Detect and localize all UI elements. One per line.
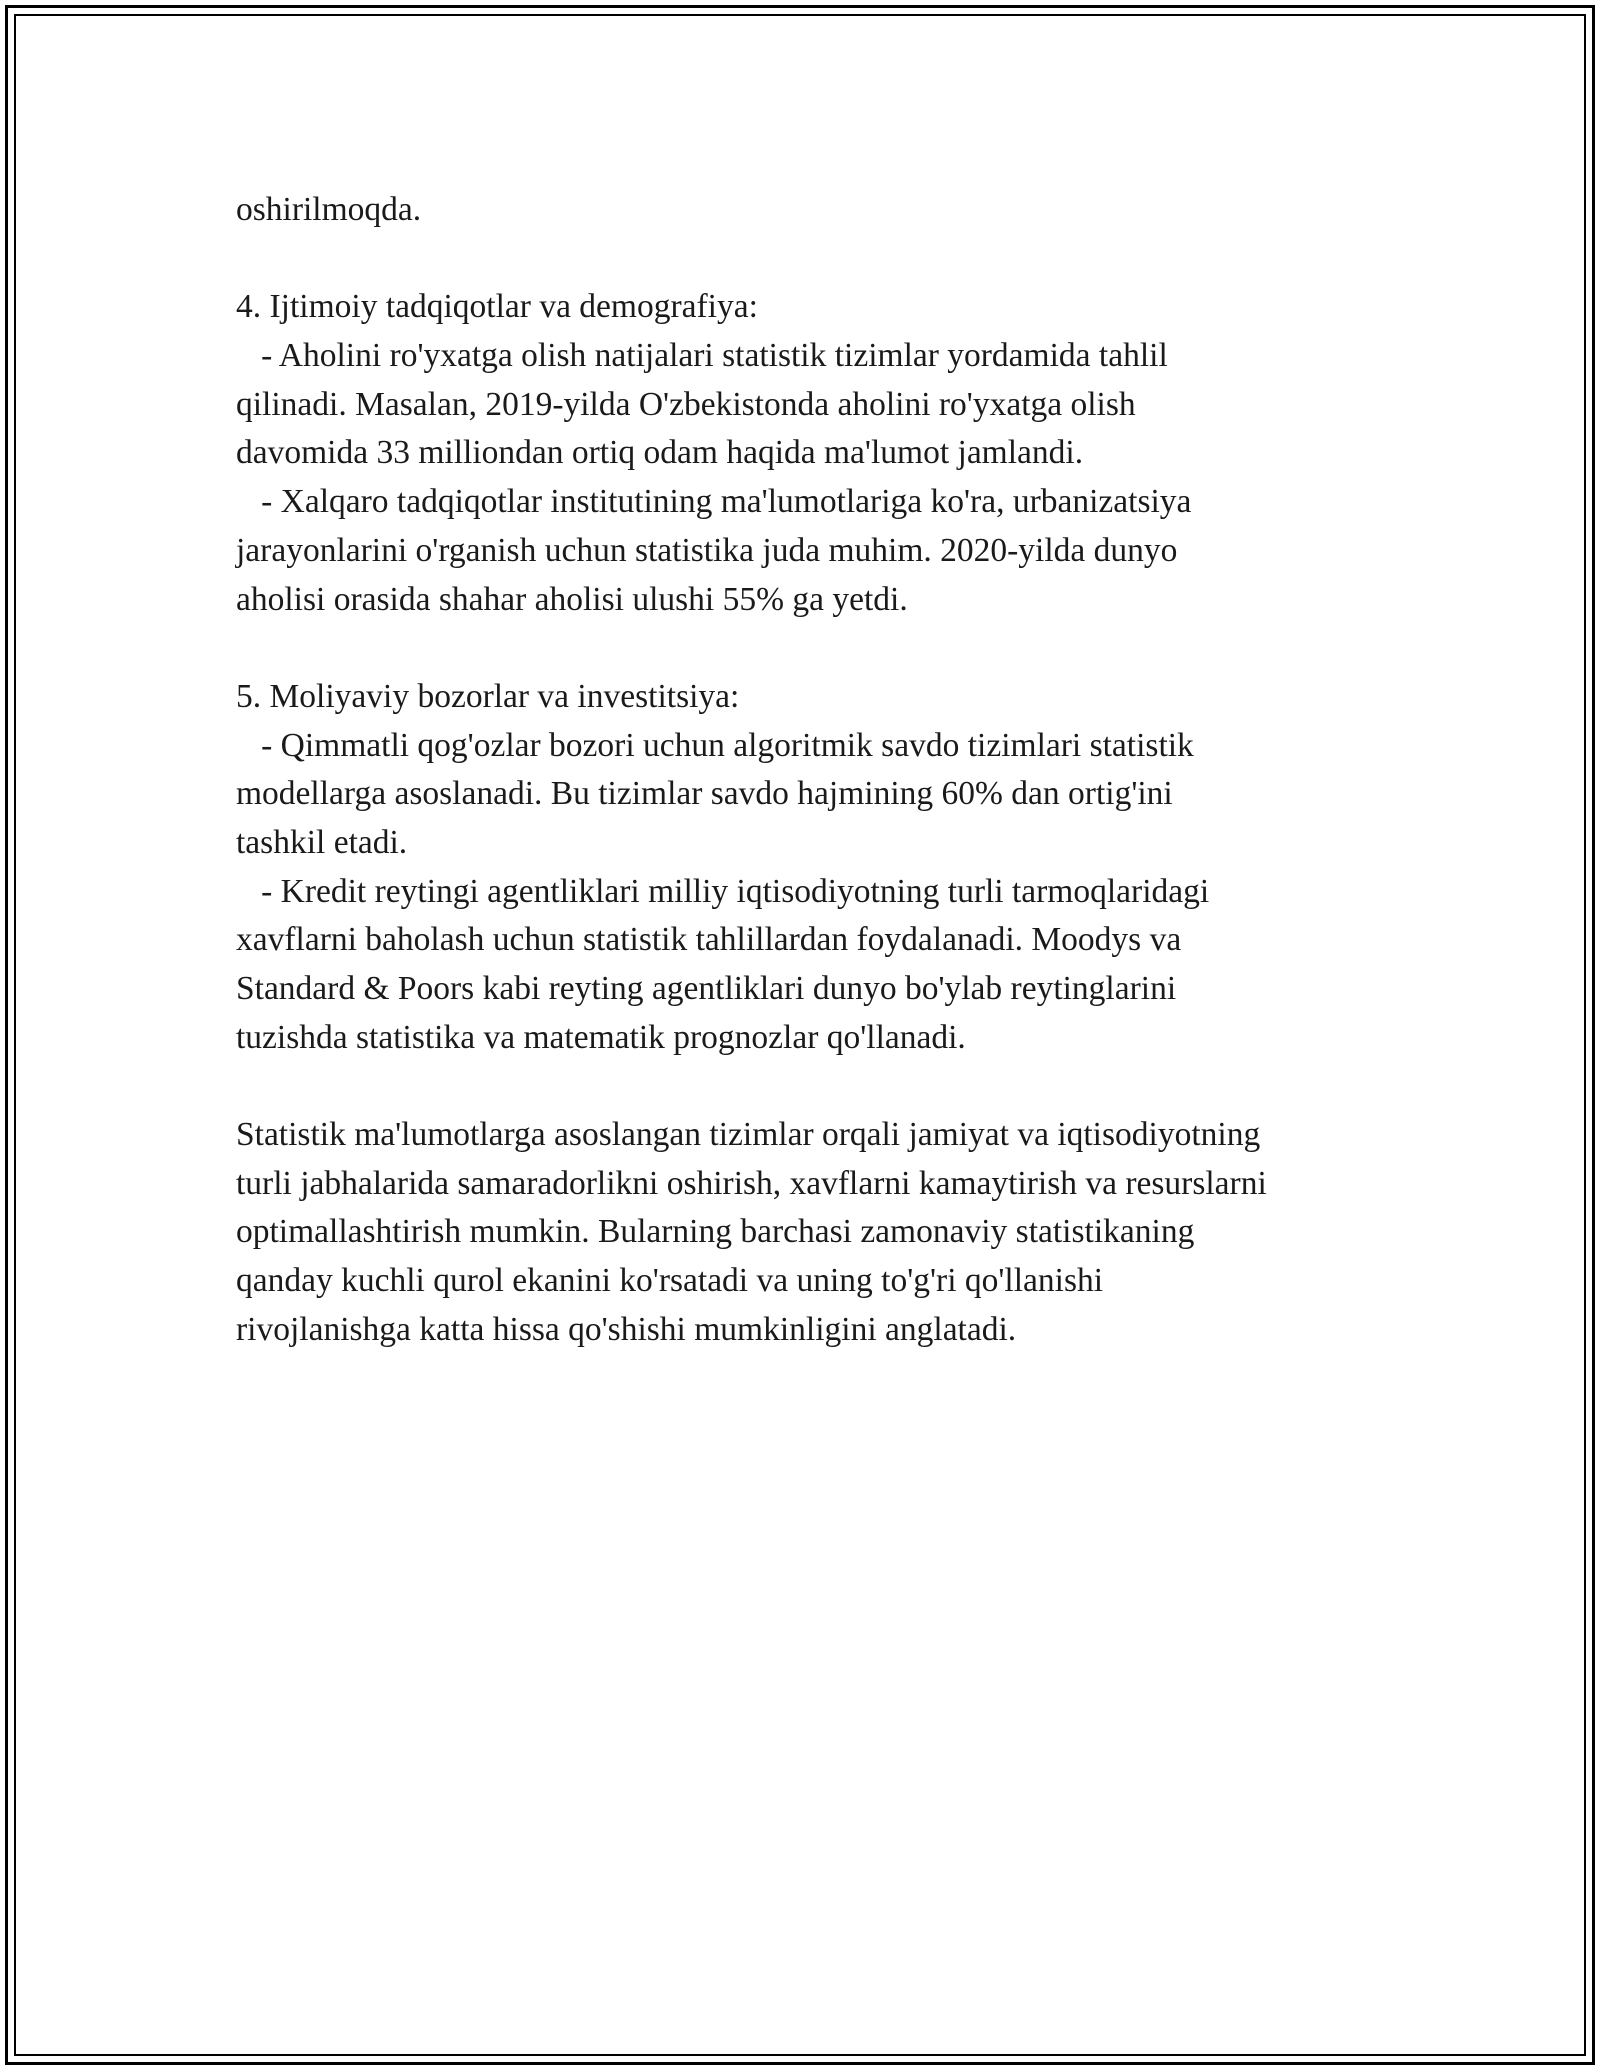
section-4-item-2-line: - Xalqaro tadqiqotlar institutining ma'lumotlariga ko'ra, urbanizatsiya xyxy=(236,483,1192,521)
blank-line xyxy=(236,624,1416,673)
section-5-item-2-line: Standard & Poors kabi reyting agentliklari dunyo bo'ylab reytinglarini xyxy=(236,970,1177,1007)
blank-line xyxy=(236,235,1416,284)
conclusion-line: qanday kuchli qurol ekanini ko'rsatadi va uning to'g'ri qo'llanishi xyxy=(236,1262,1104,1300)
section-4-heading: 4. Ijtimoiy tadqiqotlar va demografiya: xyxy=(236,288,758,326)
section-4-item-1-line: qilinadi. Masalan, 2019-yilda O'zbekistonda aholini ro'yxatga olish xyxy=(236,385,1136,423)
section-5-heading: 5. Moliyaviy bozorlar va investitsiya: xyxy=(236,677,740,715)
section-4-item-1-line: davomida 33 milliondan ortiq odam haqida ma'lumot jamlandi. xyxy=(236,434,1084,472)
section-4-item-2-line: jarayonlarini o'rganish uchun statistika juda muhim. 2020-yilda dunyo xyxy=(236,531,1178,569)
section-5-item-2-line: xavflarni baholash uchun statistik tahlillardan foydalanadi. Moodys va xyxy=(236,921,1182,959)
section-5-item-1-line: modellarga asoslanadi. Bu tizimlar savdo hajmining 60% dan ortig'ini xyxy=(236,775,1173,813)
section-4 xyxy=(236,283,1416,624)
conclusion-line: Statistik ma'lumotlarga asoslangan tizimlar orqali jamiyat va iqtisodiyotning xyxy=(236,1116,1261,1154)
conclusion-paragraph xyxy=(236,1111,1416,1354)
continuation-line: oshirilmoqda. xyxy=(236,191,422,228)
section-5 xyxy=(236,673,1416,1063)
blank-line xyxy=(236,1062,1416,1111)
section-4-item-1-line: - Aholini ro'yxatga olish natijalari statistik tizimlar yordamida tahlil xyxy=(236,337,1168,375)
section-5-item-2-line: tuzishda statistika va matematik prognozlar qo'llanadi. xyxy=(236,1018,966,1056)
page-content xyxy=(236,186,1416,1355)
section-5-item-1-line: - Qimmatli qog'ozlar bozori uchun algoritmik savdo tizimlari statistik xyxy=(236,726,1194,764)
conclusion-line: rivojlanishga katta hissa qo'shishi mumkinligini anglatadi. xyxy=(236,1310,1017,1348)
conclusion-line: turli jabhalarida samaradorlikni oshirish, xavflarni kamaytirish va resurslarni xyxy=(236,1164,1267,1202)
conclusion-line: optimallashtirish mumkin. Bularning barchasi zamonaviy statistikaning xyxy=(236,1213,1195,1251)
section-5-item-1-line: tashkil etadi. xyxy=(236,823,408,861)
section-4-item-2-line: aholisi orasida shahar aholisi ulushi 55% ga yetdi. xyxy=(236,580,908,618)
section-5-item-2-line: - Kredit reytingi agentliklari milliy iqtisodiyotning turli tarmoqlaridagi xyxy=(236,872,1210,910)
